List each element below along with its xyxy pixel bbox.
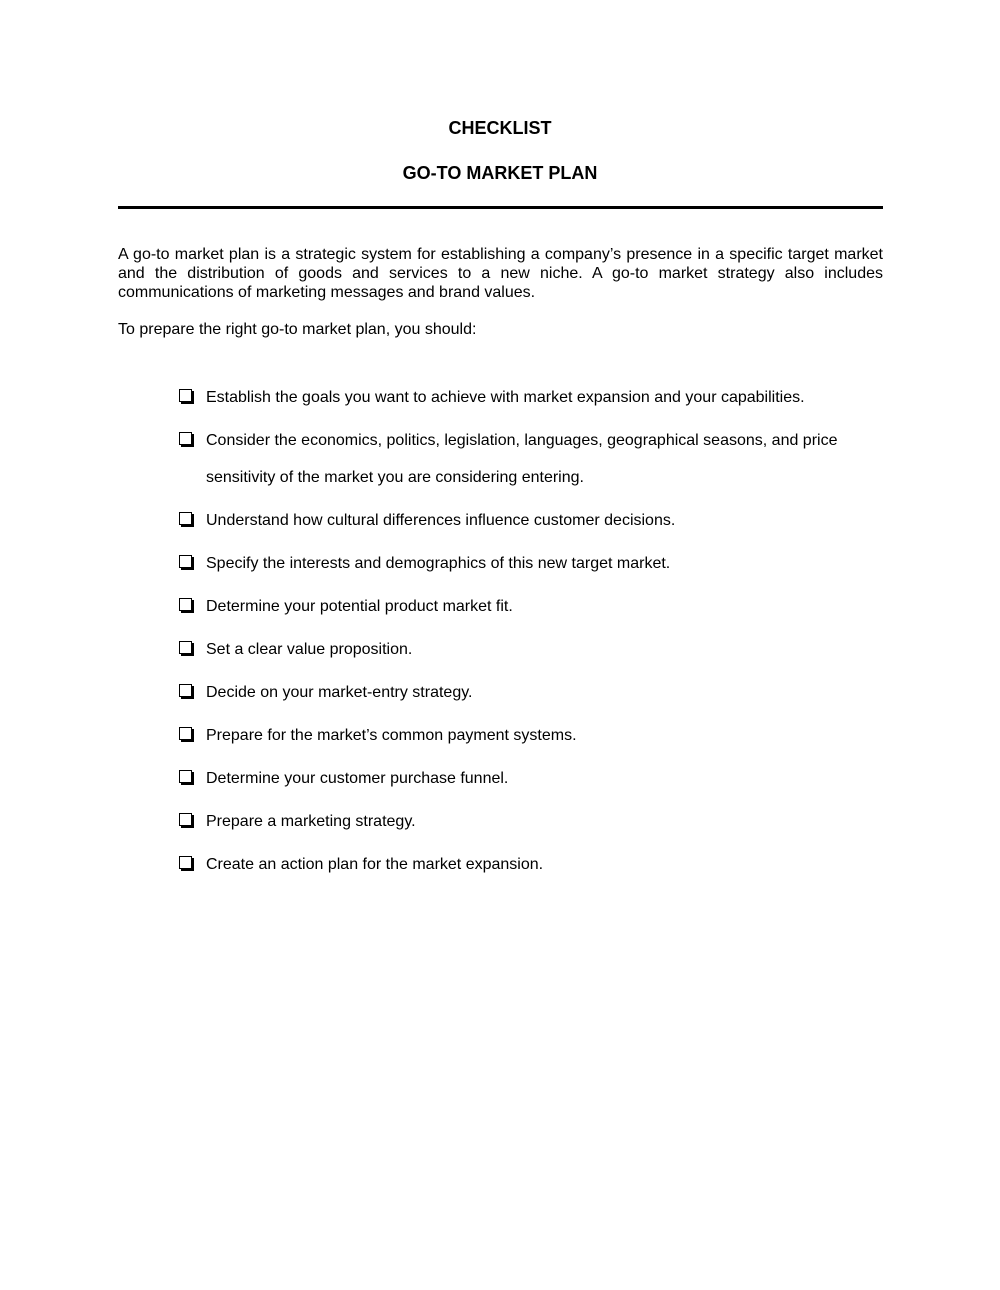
checklist-item (179, 588, 879, 625)
checklist-item-text: Consider the economics, politics, legislation, languages, geographical seasons, and price sensitivity of the market you are considering entering. (206, 432, 838, 486)
checklist-item-text: Decide on your market-entry strategy. (206, 684, 473, 701)
checkbox-icon[interactable] (179, 555, 192, 568)
checkbox-icon[interactable] (179, 389, 192, 402)
checkbox-icon[interactable] (179, 512, 192, 525)
checkbox-icon[interactable] (179, 641, 192, 654)
checklist-item (179, 422, 879, 496)
checklist-item-text: Specify the interests and demographics of this new target market. (206, 555, 671, 572)
checklist-item-text: Establish the goals you want to achieve with market expansion and your capabilities. (206, 389, 805, 406)
document-title: CHECKLIST (448, 118, 552, 138)
checkbox-icon[interactable] (179, 770, 192, 783)
checklist-item-text: Create an action plan for the market expansion. (206, 856, 544, 873)
checklist-item-text: Prepare a marketing strategy. (206, 813, 416, 830)
intro-paragraph: A go-to market plan is a strategic system for establishing a company’s presence in a specific target market and the distribution of goods and services to a new niche. A go-to market strategy also includes communications of marketing messages and brand values. (118, 246, 883, 301)
checklist-item (179, 717, 879, 754)
checklist-item (179, 545, 879, 582)
checkbox-icon[interactable] (179, 684, 192, 697)
checkbox-icon[interactable] (179, 727, 192, 740)
checklist-item-text: Determine your potential product market fit. (206, 598, 513, 615)
checkbox-icon[interactable] (179, 598, 192, 611)
checkbox-icon[interactable] (179, 813, 192, 826)
checklist-item (179, 502, 879, 539)
checklist-item-text: Understand how cultural differences influence customer decisions. (206, 512, 676, 529)
checkbox-icon[interactable] (179, 856, 192, 869)
checklist-item-text: Prepare for the market’s common payment systems. (206, 727, 577, 744)
lead-paragraph: To prepare the right go-to market plan, you should: (118, 321, 477, 338)
checklist-item (179, 803, 879, 840)
checkbox-icon[interactable] (179, 432, 192, 445)
title-divider (118, 206, 883, 209)
checklist-item (179, 379, 879, 416)
document-subtitle: GO-TO MARKET PLAN (402, 163, 598, 183)
checklist-item (179, 760, 879, 797)
checklist (179, 379, 879, 889)
checklist-item-text: Set a clear value proposition. (206, 641, 413, 658)
checklist-item (179, 846, 879, 883)
checklist-item-text: Determine your customer purchase funnel. (206, 770, 509, 787)
checklist-item (179, 631, 879, 668)
checklist-item (179, 674, 879, 711)
